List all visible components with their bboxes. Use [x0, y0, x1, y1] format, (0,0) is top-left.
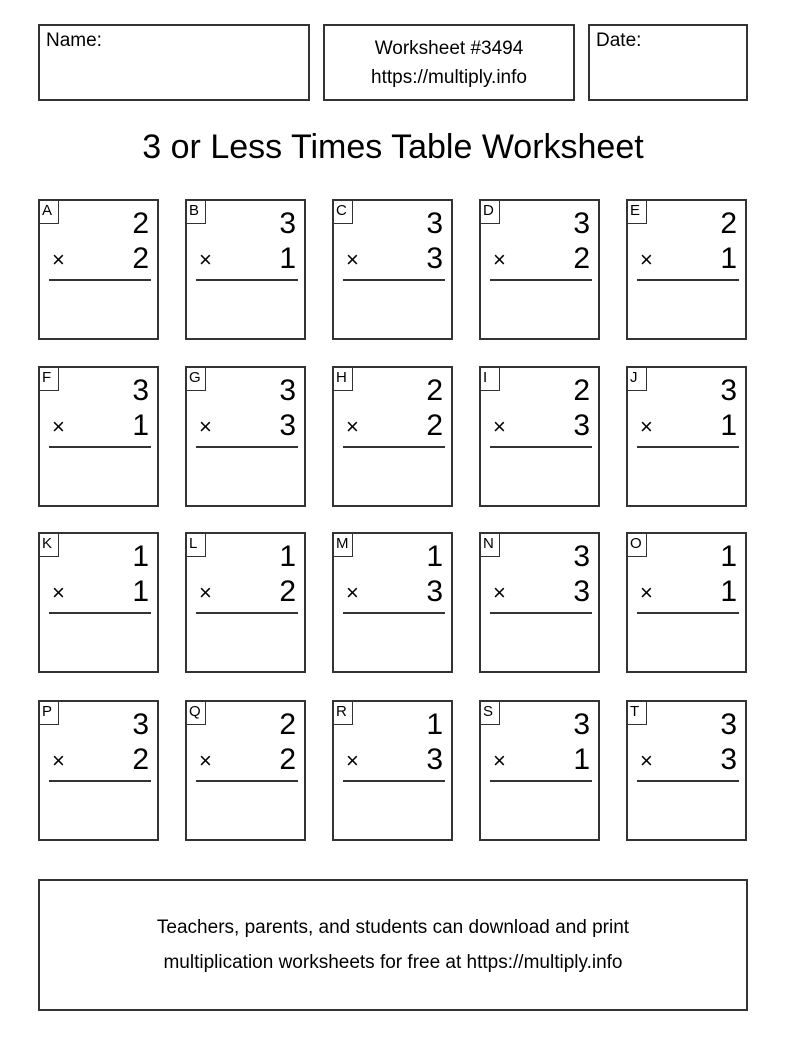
multiplier: 1: [132, 575, 149, 608]
multiplier: 1: [720, 575, 737, 608]
problem-card[interactable]: [332, 199, 453, 340]
date-field[interactable]: [588, 24, 748, 101]
answer-line: [490, 612, 592, 614]
footer-line-1: Teachers, parents, and students can download and print: [156, 917, 630, 938]
multiplicand: 3: [573, 708, 590, 741]
footer-line-2: multiplication worksheets for free at https://multiply.info: [163, 952, 623, 973]
times-sign: ×: [199, 414, 212, 439]
times-sign: ×: [493, 414, 506, 439]
answer-line: [196, 780, 298, 782]
times-sign: ×: [199, 247, 212, 272]
times-sign: ×: [199, 580, 212, 605]
multiplier: 3: [573, 409, 590, 442]
problem-card[interactable]: [479, 366, 600, 507]
multiplicand: 3: [573, 540, 590, 573]
problem-card[interactable]: [38, 532, 159, 673]
times-sign: ×: [346, 414, 359, 439]
problem-letter: H: [333, 367, 353, 391]
problem-letter: M: [333, 533, 353, 557]
problem-card[interactable]: [185, 700, 306, 841]
answer-line: [49, 612, 151, 614]
multiplicand: 1: [720, 540, 737, 573]
problem-letter: A: [39, 200, 59, 224]
multiplier: 1: [720, 409, 737, 442]
multiplicand: 2: [132, 207, 149, 240]
multiplier: 3: [573, 575, 590, 608]
multiplier: 1: [279, 242, 296, 275]
multiplicand: 1: [132, 540, 149, 573]
problem-card[interactable]: [185, 366, 306, 507]
times-sign: ×: [493, 748, 506, 773]
times-sign: ×: [640, 580, 653, 605]
problem-letter: P: [39, 701, 59, 725]
times-sign: ×: [493, 247, 506, 272]
worksheet-info-box: [323, 24, 575, 101]
name-field[interactable]: [38, 24, 310, 101]
problem-letter: G: [186, 367, 206, 391]
multiplier: 1: [720, 242, 737, 275]
problem-letter: E: [627, 200, 647, 224]
multiplier: 3: [426, 242, 443, 275]
multiplicand: 2: [573, 374, 590, 407]
answer-line: [637, 780, 739, 782]
multiplicand: 2: [279, 708, 296, 741]
answer-line: [637, 279, 739, 281]
times-sign: ×: [346, 247, 359, 272]
multiplicand: 2: [426, 374, 443, 407]
answer-line: [49, 780, 151, 782]
multiplier: 3: [279, 409, 296, 442]
page-title: 3 or Less Times Table Worksheet: [142, 128, 644, 166]
problem-card[interactable]: [38, 199, 159, 340]
times-sign: ×: [640, 414, 653, 439]
times-sign: ×: [199, 748, 212, 773]
problem-letter: O: [627, 533, 647, 557]
problem-letter: D: [480, 200, 500, 224]
answer-line: [343, 612, 445, 614]
multiplicand: 3: [720, 374, 737, 407]
problem-card[interactable]: [626, 199, 747, 340]
date-label: Date:: [596, 30, 642, 51]
multiplier: 2: [132, 242, 149, 275]
multiplicand: 3: [132, 708, 149, 741]
multiplicand: 3: [426, 207, 443, 240]
times-sign: ×: [493, 580, 506, 605]
multiplicand: 3: [573, 207, 590, 240]
times-sign: ×: [52, 247, 65, 272]
problem-card[interactable]: [626, 532, 747, 673]
name-label: Name:: [46, 30, 102, 51]
problem-letter: L: [186, 533, 206, 557]
times-sign: ×: [52, 580, 65, 605]
answer-line: [196, 612, 298, 614]
times-sign: ×: [52, 748, 65, 773]
answer-line: [490, 446, 592, 448]
multiplicand: 1: [279, 540, 296, 573]
multiplier: 1: [132, 409, 149, 442]
problem-letter: J: [627, 367, 647, 391]
times-sign: ×: [52, 414, 65, 439]
site-url[interactable]: https://multiply.info: [371, 66, 527, 88]
problem-card[interactable]: [479, 700, 600, 841]
answer-line: [196, 446, 298, 448]
answer-line: [196, 279, 298, 281]
multiplicand: 1: [426, 540, 443, 573]
multiplier: 3: [720, 743, 737, 776]
problem-letter: F: [39, 367, 59, 391]
answer-line: [490, 780, 592, 782]
problem-card[interactable]: [479, 532, 600, 673]
problem-letter: N: [480, 533, 500, 557]
multiplier: 2: [279, 575, 296, 608]
problem-letter: I: [480, 367, 500, 391]
problem-card[interactable]: [185, 199, 306, 340]
times-sign: ×: [640, 748, 653, 773]
answer-line: [637, 612, 739, 614]
answer-line: [49, 279, 151, 281]
problem-letter: S: [480, 701, 500, 725]
multiplier: 1: [573, 743, 590, 776]
answer-line: [343, 279, 445, 281]
multiplicand: 3: [132, 374, 149, 407]
problem-letter: K: [39, 533, 59, 557]
problem-letter: C: [333, 200, 353, 224]
multiplicand: 3: [279, 374, 296, 407]
multiplicand: 2: [720, 207, 737, 240]
problem-letter: T: [627, 701, 647, 725]
problem-letter: R: [333, 701, 353, 725]
multiplicand: 1: [426, 708, 443, 741]
multiplicand: 3: [720, 708, 737, 741]
problem-card[interactable]: [185, 532, 306, 673]
answer-line: [637, 446, 739, 448]
times-sign: ×: [640, 247, 653, 272]
multiplier: 2: [573, 242, 590, 275]
multiplier: 2: [426, 409, 443, 442]
answer-line: [490, 279, 592, 281]
multiplier: 3: [426, 575, 443, 608]
multiplicand: 3: [279, 207, 296, 240]
problem-card[interactable]: [38, 366, 159, 507]
answer-line: [343, 780, 445, 782]
multiplier: 2: [279, 743, 296, 776]
problem-letter: Q: [186, 701, 206, 725]
problem-card[interactable]: [332, 700, 453, 841]
times-sign: ×: [346, 748, 359, 773]
problem-card[interactable]: [38, 700, 159, 841]
problem-card[interactable]: [332, 532, 453, 673]
problem-letter: B: [186, 200, 206, 224]
answer-line: [49, 446, 151, 448]
multiplier: 3: [426, 743, 443, 776]
footer-note: [38, 879, 748, 1011]
problem-card[interactable]: [479, 199, 600, 340]
problem-card[interactable]: [626, 700, 747, 841]
answer-line: [343, 446, 445, 448]
times-sign: ×: [346, 580, 359, 605]
worksheet-id: Worksheet #3494: [374, 37, 524, 59]
problem-card[interactable]: [332, 366, 453, 507]
problem-card[interactable]: [626, 366, 747, 507]
multiplier: 2: [132, 743, 149, 776]
